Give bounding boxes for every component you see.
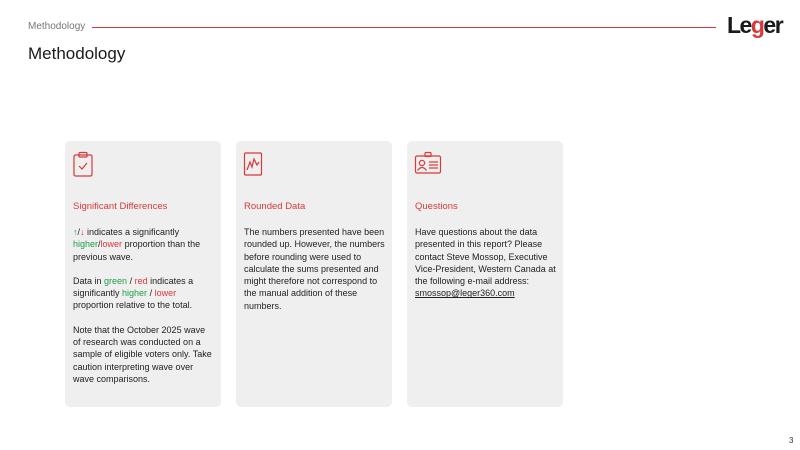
header-divider — [92, 27, 716, 28]
separator: / — [147, 288, 155, 299]
arrow-up-icon: ↑ — [73, 227, 78, 237]
page-title: Methodology — [28, 44, 126, 63]
slash: / — [77, 227, 81, 237]
wave-note-paragraph: Note that the October 2025 wave of research was conducted on a sample of eligible voters only. Take caution interpreting wave over wave comparisons. — [73, 324, 212, 384]
rounding-paragraph: The numbers presented have been rounded up. However, the numbers before rounding were used to calculate the sums presented and might therefore not correspond to the manual addition of these numbers. — [244, 227, 385, 311]
lower-word: lower — [100, 239, 123, 250]
separator: / — [98, 239, 101, 250]
leger-logo — [727, 14, 782, 37]
text: indicates a significantly — [73, 275, 194, 299]
contact-email-link[interactable]: smossop@leger360.com — [415, 288, 515, 299]
header-section-label: Methodology — [28, 21, 86, 32]
legend-colors-paragraph — [73, 275, 215, 312]
text: proportion relative to the total. — [73, 300, 193, 311]
card-body — [415, 226, 557, 300]
card-rounded-data — [236, 141, 392, 407]
text: proportion than the previous wave. — [73, 239, 201, 262]
card-heading: Significant Differences — [73, 201, 168, 212]
card-body — [73, 226, 215, 397]
text: indicates a significantly — [84, 227, 180, 237]
card-heading: Questions — [415, 201, 458, 212]
card-heading: Rounded Data — [244, 201, 306, 212]
green-word: green — [104, 275, 128, 286]
page-number: 3 — [789, 436, 794, 445]
line-chart-document-icon — [243, 151, 263, 182]
higher-word: higher — [73, 239, 99, 250]
legend-arrows-paragraph — [73, 226, 215, 263]
separator: / — [127, 275, 135, 286]
lower-word: lower — [154, 288, 177, 299]
text: Data in — [73, 275, 105, 286]
contact-card-icon — [414, 151, 442, 180]
card-body — [244, 226, 386, 324]
arrow-down-icon: ↓ — [80, 227, 85, 237]
logo-text-start: Le — [727, 12, 751, 38]
logo-text-end: er — [763, 12, 783, 38]
red-word: red — [134, 275, 148, 286]
higher-word: higher — [122, 288, 148, 299]
questions-paragraph: Have questions about the data presented in this report? Please contact Steve Mossop, Executive Vice-President, Western Canada at the following e-mail address: — [415, 227, 556, 287]
clipboard-check-icon — [72, 151, 94, 182]
logo-text-g: g — [750, 12, 764, 38]
card-significant-differences — [65, 141, 221, 407]
card-questions — [407, 141, 563, 407]
